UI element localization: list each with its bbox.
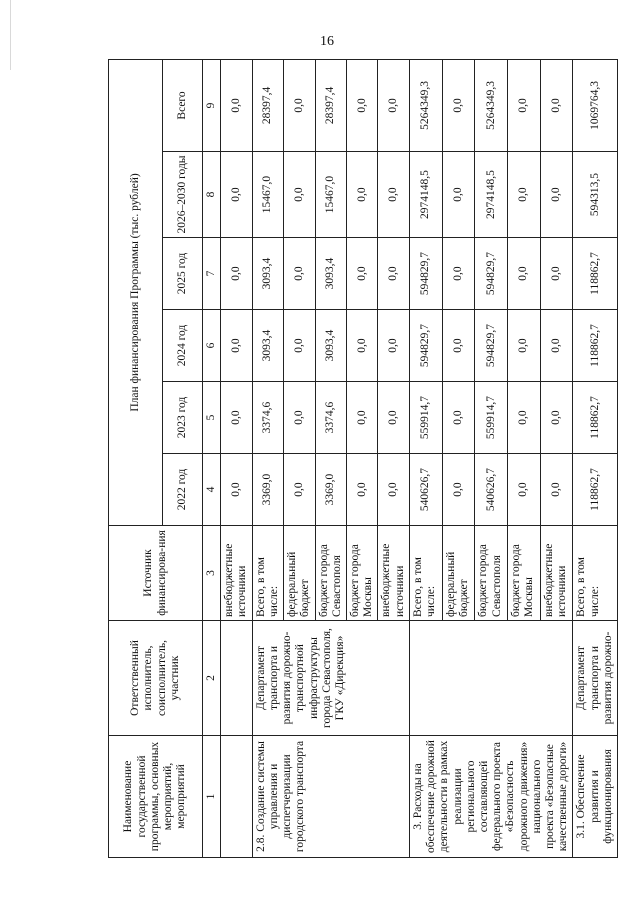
column-index-6: 6 [203,310,221,382]
column-index-7: 7 [203,238,221,310]
value-2022: 540626,7 [409,454,442,526]
table-row [221,59,252,857]
header-years-2026-2030: 2026–2030 годы [163,152,203,238]
value-total: 1069764,3 [573,59,618,151]
value-2022: 0,0 [221,454,252,526]
financing-table-frame [108,60,614,858]
column-index-4: 4 [203,454,221,526]
value-2026-2030: 0,0 [442,152,475,238]
value-2024: 594829,7 [475,310,508,382]
value-2025: 3093,4 [315,238,346,310]
value-2023: 118862,7 [573,382,618,454]
value-2026-2030: 0,0 [508,152,541,238]
row-source: внебюджетные источники [221,526,252,621]
row-source: бюджет города Москвы [346,526,377,621]
value-2024: 0,0 [346,310,377,382]
column-index-5: 5 [203,382,221,454]
value-2023: 0,0 [346,382,377,454]
column-index-8: 8 [203,152,221,238]
value-2026-2030: 15467,0 [252,152,283,238]
row-source: внебюджетные источники [540,526,573,621]
row-source: Всего, в том числе: [252,526,283,621]
value-total: 0,0 [508,59,541,151]
row-name: 2.8. Создание системы управления и диспетчеризации городского транспорта [252,736,409,858]
value-2023: 559914,7 [475,382,508,454]
header-year-2025: 2025 год [163,238,203,310]
value-2023: 0,0 [508,382,541,454]
row-executor: Департамент транспорта и развития дорожно-транспортной инфраструктуры города Севастополя, ГКУ «Дирекция» [252,621,409,736]
value-2025: 0,0 [378,238,409,310]
row-executor [221,621,252,736]
financing-table-rotated [108,60,614,858]
value-2025: 0,0 [540,238,573,310]
value-2026-2030: 2974148,5 [409,152,442,238]
value-2024: 0,0 [378,310,409,382]
table-row [573,59,618,857]
value-total: 0,0 [442,59,475,151]
row-source: Всего, в том числе: [573,526,618,621]
row-name: 3.1. Обеспечение развития и функционирования [573,736,618,858]
row-source: бюджет города Москвы [508,526,541,621]
row-name: 3. Расходы на обеспечение дорожной деятельности в рамках реализации регионального составляющей федерального проекта «Безопасность дорожного движения» национального проекта «Безопасные качественные дороги» [409,736,573,858]
value-total: 5264349,3 [475,59,508,151]
value-2026-2030: 0,0 [378,152,409,238]
column-index-9: 9 [203,59,221,151]
value-2025: 0,0 [508,238,541,310]
value-total: 28397,4 [315,59,346,151]
value-2023: 0,0 [442,382,475,454]
value-2025: 594829,7 [475,238,508,310]
value-2023: 0,0 [540,382,573,454]
value-2022: 118862,7 [573,454,618,526]
row-source: внебюджетные источники [378,526,409,621]
value-2025: 3093,4 [252,238,283,310]
value-2026-2030: 0,0 [540,152,573,238]
value-2024: 3093,4 [252,310,283,382]
value-2023: 3374,6 [252,382,283,454]
page-number: 16 [320,34,334,49]
value-total: 0,0 [378,59,409,151]
column-index-1: 1 [203,736,221,858]
header-total: Всего [163,59,203,151]
value-2024: 0,0 [221,310,252,382]
header-source: Источник финансирова-ния [109,526,203,621]
value-2026-2030: 0,0 [221,152,252,238]
value-total: 0,0 [221,59,252,151]
row-executor [409,621,573,736]
value-2023: 0,0 [284,382,315,454]
value-total: 28397,4 [252,59,283,151]
row-source: бюджет города Севастополя [475,526,508,621]
value-2023: 3374,6 [315,382,346,454]
value-2024: 0,0 [284,310,315,382]
row-source: федеральный бюджет [442,526,475,621]
value-2025: 0,0 [221,238,252,310]
value-2024: 0,0 [442,310,475,382]
value-total: 0,0 [346,59,377,151]
value-2023: 559914,7 [409,382,442,454]
value-2025: 118862,7 [573,238,618,310]
value-2024: 0,0 [508,310,541,382]
column-index-3: 3 [203,526,221,621]
value-total: 0,0 [284,59,315,151]
row-executor: Департамент транспорта и развития дорожно- [573,621,618,736]
table-row [409,59,442,857]
value-2024: 118862,7 [573,310,618,382]
value-2026-2030: 15467,0 [315,152,346,238]
value-2022: 3369,0 [252,454,283,526]
value-2026-2030: 0,0 [346,152,377,238]
value-total: 0,0 [540,59,573,151]
value-2025: 0,0 [346,238,377,310]
row-name [221,736,252,858]
value-2022: 0,0 [540,454,573,526]
value-2023: 0,0 [221,382,252,454]
value-2022: 0,0 [284,454,315,526]
row-source: федеральный бюджет [284,526,315,621]
financing-table [108,59,618,858]
value-2022: 0,0 [508,454,541,526]
value-2022: 3369,0 [315,454,346,526]
header-year-2024: 2024 год [163,310,203,382]
value-2024: 0,0 [540,310,573,382]
value-2024: 3093,4 [315,310,346,382]
value-2024: 594829,7 [409,310,442,382]
value-2025: 0,0 [442,238,475,310]
value-total: 5264349,3 [409,59,442,151]
header-year-2023: 2023 год [163,382,203,454]
header-executor: Ответственный исполнитель, соисполнитель, участник [109,621,203,736]
row-source: Всего, в том числе: [409,526,442,621]
value-2026-2030: 594313,5 [573,152,618,238]
row-source: бюджет города Севастополя [315,526,346,621]
value-2022: 0,0 [442,454,475,526]
page-edge-mark [0,0,11,70]
value-2025: 594829,7 [409,238,442,310]
value-2022: 0,0 [378,454,409,526]
value-2026-2030: 2974148,5 [475,152,508,238]
header-year-2022: 2022 год [163,454,203,526]
value-2022: 0,0 [346,454,377,526]
column-index-2: 2 [203,621,221,736]
header-name: Наименование государственной программы, основных мероприятий, мероприятий [109,736,203,858]
value-2026-2030: 0,0 [284,152,315,238]
table-row [252,59,283,857]
header-plan: План финансирования Программы (тыс. рублей) [109,59,163,525]
value-2025: 0,0 [284,238,315,310]
value-2022: 540626,7 [475,454,508,526]
value-2023: 0,0 [378,382,409,454]
